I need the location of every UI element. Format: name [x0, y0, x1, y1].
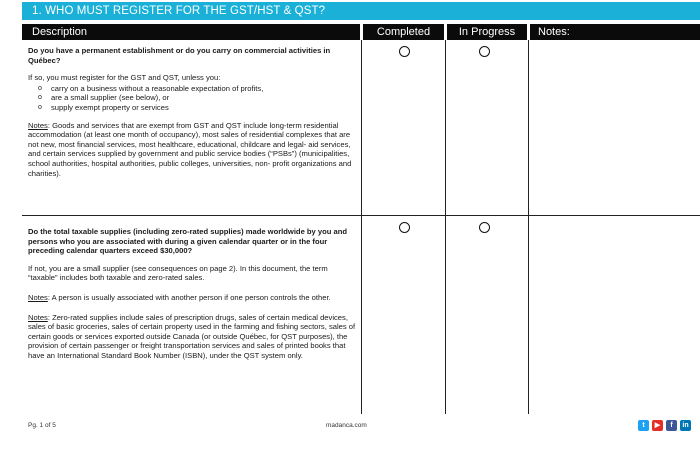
- column-divider: [445, 40, 446, 414]
- row-divider: [22, 215, 700, 216]
- checklist-table: [22, 24, 700, 414]
- list-item: o supply exempt property or services: [44, 103, 358, 113]
- notes-text: : Zero-rated supplies include sales of prescription drugs, sales of certain medical devices, sales of basic groceries, sales of certain property used in the farming and fishing sectors, sales of certain goods or services exported outside Canada (or outside Québec, for QST purposes), the provision of certain passenger or freight transportation services and sales of printed books that have an International Standard Book Number (ISBN), under the QST system only.: [28, 312, 356, 360]
- header-in-progress: In Progress: [447, 24, 527, 40]
- row-note: [28, 121, 358, 179]
- youtube-icon[interactable]: ▶: [652, 420, 663, 431]
- row-intro: If not, you are a small supplier (see consequences on page 2). In this document, the term “taxable” includes both taxable and zero-rated sales.: [28, 263, 328, 283]
- linkedin-icon[interactable]: in: [680, 420, 691, 431]
- list-item: o carry on a business without a reasonable expectation of profits,: [44, 84, 358, 94]
- in-progress-radio[interactable]: [479, 222, 490, 233]
- notes-field[interactable]: [530, 217, 700, 413]
- list-item: o are a small supplier (see below), or: [44, 93, 358, 103]
- section-title-bar: 1. WHO MUST REGISTER FOR THE GST/HST & QST?: [22, 2, 700, 20]
- column-divider: [361, 40, 362, 414]
- notes-label: Notes: [28, 312, 48, 322]
- page-number: Pg. 1 of 5: [28, 422, 56, 429]
- completed-radio[interactable]: [399, 222, 410, 233]
- in-progress-radio[interactable]: [479, 46, 490, 57]
- header-notes: Notes:: [530, 24, 700, 40]
- facebook-icon[interactable]: f: [666, 420, 677, 431]
- twitter-icon[interactable]: t: [638, 420, 649, 431]
- notes-label: Notes: [28, 292, 48, 302]
- column-divider: [528, 40, 529, 414]
- row-question: Do the total taxable supplies (including zero-rated supplies) made worldwide by you and persons who you are associated with during a given calendar quarter or in the four preceding calendar quarters exceed $30,000?: [28, 227, 347, 256]
- row-question: Do you have a permanent establishment or do you carry on commercial activities in Québec?: [28, 46, 331, 65]
- header-completed: Completed: [363, 24, 444, 40]
- table-row: [28, 227, 358, 368]
- completed-radio[interactable]: [399, 46, 410, 57]
- condition-list: [28, 84, 358, 113]
- row-intro: If so, you must register for the GST and QST, unless you:: [28, 73, 221, 83]
- notes-text: : A person is usually associated with another person if one person controls the other.: [47, 292, 331, 302]
- notes-label: Notes: [28, 120, 48, 130]
- notes-field[interactable]: [530, 41, 700, 214]
- table-row: [28, 46, 358, 185]
- header-description: Description: [22, 24, 360, 40]
- row-note: [28, 313, 358, 361]
- site-url[interactable]: madanca.com: [326, 422, 367, 429]
- notes-text: : Goods and services that are exempt from GST and QST include long-term residential accommodation (at least one month of occupancy), most sales of residential complexes that are not new, most financial services, most healthcare, educational, childcare and legal- aid services, and certain services supplied by government and public service bodies (“PSBs”) (municipalities, school authorities, hospital authorities, public colleges, universities, non- profit organizations and charities).: [28, 120, 352, 178]
- row-note: [28, 293, 358, 303]
